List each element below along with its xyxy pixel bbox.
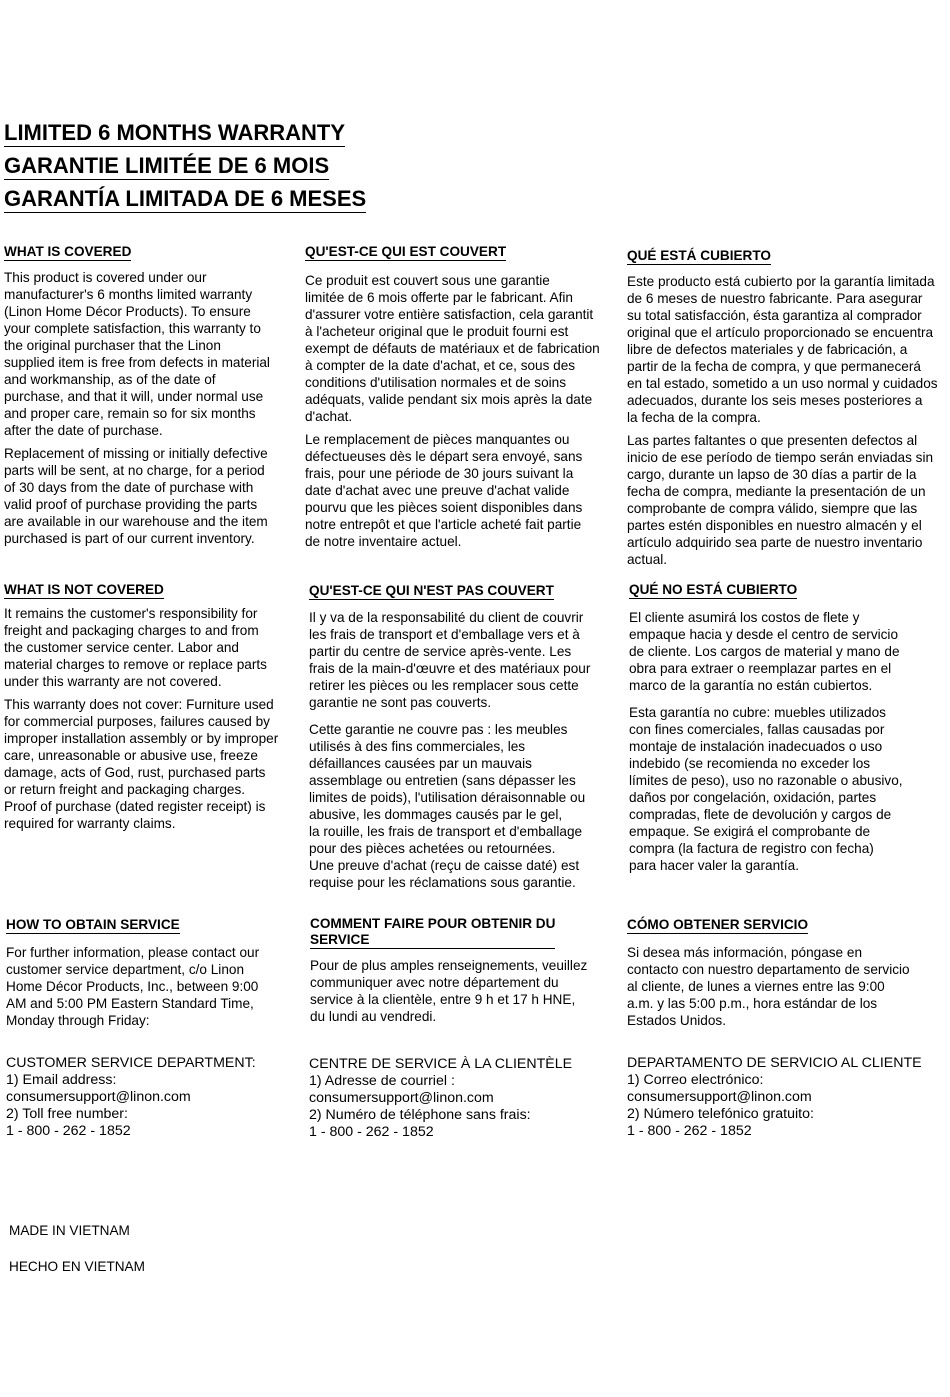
not-covered-fr-paragraph-2: Cette garantie ne couvre pas : les meubles utilisés à des fins commerciales, les défaillances causées par un mauvais assemblage ou entretien (sans dépasser les limites de poids), l'utilisation déraisonnable ou abusive, les dommages causés par le gel, la rouille, les frais de transport et d'emballage pour des pièces achetées ou retournées. Une preuve d'achat (reçu de caisse daté) est requise pour les réclamations sous garantie. (309, 722, 586, 890)
covered-fr-heading: QU'EST-CE QUI EST COUVERT (305, 244, 507, 259)
covered-es-heading: QUÉ ESTÁ CUBIERTO (627, 248, 772, 263)
title-french: GARANTIE LIMITÉE DE 6 MOIS (4, 153, 330, 178)
service-es-heading: CÓMO OBTENER SERVICIO (627, 917, 809, 932)
not-covered-es-paragraph-2: Esta garantía no cubre: muebles utilizados con fines comerciales, fallas causadas por montaje de instalación inadecuados o uso indebido (se recomienda no exceder los límites de peso), uso no razonable o abusivo, daños por congelación, oxidación, partes compradas, flete de devolución y cargos de empaque. Se exigirá el comprobante de compra (la factura de registro con fecha) para hacer valer la garantía. (629, 705, 903, 873)
service-en-heading: HOW TO OBTAIN SERVICE (6, 917, 180, 932)
warranty-titles (4, 120, 366, 219)
not-covered-es-section (629, 581, 939, 874)
not-covered-es-paragraph-1: El cliente asumirá los costos de flete y empaque hacia y desde el centro de servicio de cliente. Los cargos de material y mano de obra para extraer o reemplazar partes en el marco de la garantía no están cubiertos. (629, 610, 900, 693)
covered-fr-section (305, 243, 615, 550)
service-es-paragraph: Si desea más información, póngase en contacto con nuestro departamento de servicio al cliente, de lunes a viernes entre las 9:00 a.m. y las 5:00 p.m., hora estándar de los Estados Unidos. (627, 945, 910, 1028)
not-covered-es-heading: QUÉ NO ESTÁ CUBIERTO (629, 582, 798, 597)
covered-es-paragraph-1: Este producto está cubierto por la garantía limitada de 6 meses de nuestro fabricante. Para asegurar su total satisfacción, ésta garantiza al comprador original que el artículo proporcionado se encuentra libre de defectos materiales y de fabricación, a partir de la fecha de compra, y que permanecerá en tal estado, sometido a un uso normal y cuidados adecuados, durante los seis meses posteriores a la fecha de la compra. (627, 274, 938, 425)
covered-es-section (627, 247, 949, 568)
contact-en: CUSTOMER SERVICE DEPARTMENT: 1) Email address: consumersupport@linon.com 2) Toll free number: 1 - 800 - 262 - 1852 (6, 1055, 256, 1139)
not-covered-fr-paragraph-1: Il y va de la responsabilité du client de couvrir les frais de transport et d'emballage vers et à partir du centre de service après-vente. Les frais de la main-d'œuvre et des matériaux pour retirer les pièces ou les remplacer sous cette garantie ne sont pas couverts. (309, 610, 591, 710)
service-fr-section (310, 916, 620, 1025)
service-en-paragraph: For further information, please contact our customer service department, c/o Linon Home Décor Products, Inc., between 9:00 AM and 5:00 PM Eastern Standard Time, Monday through Friday: (6, 945, 260, 1028)
not-covered-en-section (4, 581, 294, 832)
contact-fr: CENTRE DE SERVICE À LA CLIENTÈLE 1) Adresse de courriel : consumersupport@linon.com 2) Numéro de téléphone sans frais: 1 - 800 - 262 - 1852 (309, 1056, 573, 1140)
covered-en-section (4, 243, 294, 547)
service-fr-paragraph: Pour de plus amples renseignements, veuillez communiquer avec notre département du service à la clientèle, entre 9 h et 17 h HNE, du lundi au vendredi. (310, 958, 588, 1024)
not-covered-en-paragraph-1: It remains the customer's responsibility for freight and packaging charges to and from the customer service center. Labor and material charges to remove or replace parts under this warranty are not covered. (4, 606, 267, 689)
title-spanish: GARANTÍA LIMITADA DE 6 MESES (4, 186, 367, 211)
covered-en-heading: WHAT IS COVERED (4, 244, 132, 259)
not-covered-en-paragraph-2: This warranty does not cover: Furniture used for commercial purposes, failures caused by improper installation assembly or by improper care, unreasonable or abusive use, freeze damage, acts of God, rust, purchased parts or return freight and packaging charges. Proof of purchase (dated register receipt) is required for warranty claims. (4, 697, 279, 831)
service-en-section (6, 916, 296, 1029)
hecho-en-label: HECHO EN VIETNAM (9, 1259, 145, 1274)
contact-es: DEPARTAMENTO DE SERVICIO AL CLIENTE 1) Correo electrónico: consumersupport@linon.com 2) Número telefónico gratuito: 1 - 800 - 262 - 1852 (627, 1055, 922, 1139)
covered-fr-paragraph-1: Ce produit est couvert sous une garantie limitée de 6 mois offerte par le fabricant. Afin d'assurer votre entière satisfaction, cela garantit à l'acheteur original que le produit fourni est exempt de défauts de matériaux et de fabrication à compter de la date d'achat, et ce, sous des conditions d'utilisation normales et de soins adéquats, valide pendant six mois après la date d'achat. (305, 273, 600, 424)
service-fr-heading: COMMENT FAIRE POUR OBTENIR DU SERVICE (310, 916, 556, 947)
not-covered-fr-heading: QU'EST-CE QUI N'EST PAS COUVERT (309, 583, 554, 598)
service-es-section (627, 916, 942, 1029)
covered-en-paragraph-2: Replacement of missing or initially defective parts will be sent, at no charge, for a period of 30 days from the date of purchase with valid proof of purchase providing the parts are available in our warehouse and the item purchased is part of our current inventory. (4, 446, 268, 546)
made-in-label: MADE IN VIETNAM (9, 1223, 130, 1238)
not-covered-fr-section (309, 582, 619, 891)
not-covered-en-heading: WHAT IS NOT COVERED (4, 582, 164, 597)
covered-en-paragraph-1: This product is covered under our manufacturer's 6 months limited warranty (Linon Home Décor Products). To ensure your complete satisfaction, this warranty to the original purchaser that the Linon supplied item is free from defects in material and workmanship, as of the date of purchase, and that it will, under normal use and proper care, remain so for six months after the date of purchase. (4, 270, 270, 438)
covered-fr-paragraph-2: Le remplacement de pièces manquantes ou défectueuses dès le départ sera envoyé, sans frais, pour une période de 30 jours suivant la date d'achat avec une preuve d'achat valide pourvu que les pièces soient disponibles dans notre entrepôt et que l'article acheté fait partie de notre inventaire actuel. (305, 432, 583, 549)
covered-es-paragraph-2: Las partes faltantes o que presenten defectos al inicio de ese período de tiempo serán enviadas sin cargo, durante un lapso de 30 días a partir de la fecha de compra, mediante la presentación de un comprobante de compra válido, siempre que las partes estén disponibles en nuestro almacén y el artículo adquirido sea parte de nuestro inventario actual. (627, 433, 934, 567)
title-english: LIMITED 6 MONTHS WARRANTY (4, 120, 345, 145)
